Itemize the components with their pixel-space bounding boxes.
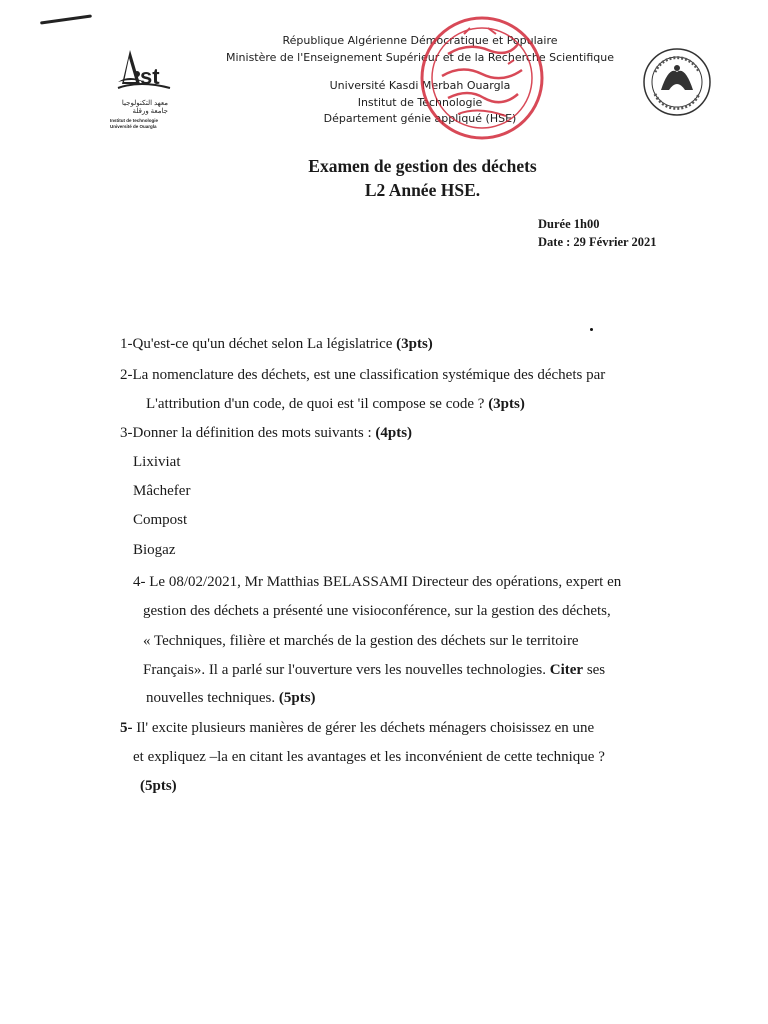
question-3-points: (4pts) [375, 425, 413, 441]
question-3 [120, 425, 412, 442]
svg-text:st: st [140, 64, 160, 89]
question-5-points-line [140, 778, 177, 795]
question-1 [120, 336, 433, 353]
institute-caption-line1: Institut de technologie [110, 118, 158, 123]
question-5-number: 5- [120, 720, 133, 736]
question-4-points: (5pts) [278, 690, 316, 706]
question-5-line-2: et expliquez –la en citant les avantages et les inconvénient de cette technique ? [133, 749, 605, 765]
question-4-line-3: « Techniques, filière et marchés de la gestion des déchets sur le territoire [143, 633, 579, 649]
institute-logo-icon [110, 44, 180, 100]
question-3-text: 3-Donner la définition des mots suivants : [120, 425, 376, 441]
question-2-line-2 [146, 396, 525, 413]
header-department: Département génie appliqué (HSE) [323, 112, 517, 125]
question-4-line-5 [146, 690, 316, 707]
question-5-text: Il' excite plusieurs manières de gérer les déchets ménagers choisissez en une [132, 720, 595, 736]
question-2-text: L'attribution d'un code, de quoi est 'il compose se code ? [146, 396, 489, 412]
official-stamp [418, 14, 546, 142]
term-biogaz: Biogaz [133, 542, 176, 558]
header-republic: République Algérienne Démocratique et Populaire [282, 34, 558, 47]
question-2-line-1: 2-La nomenclature des déchets, est une classification systémique des déchets par [120, 367, 606, 383]
term-lixiviat: Lixiviat [133, 454, 181, 470]
institute-logo [110, 44, 180, 136]
question-5-line-1 [120, 720, 594, 737]
header-institute: Institut de Technologie [357, 96, 483, 109]
question-4-line-2: gestion des déchets a présenté une visioconférence, sur la gestion des déchets, [143, 603, 611, 619]
stamp-icon [418, 14, 546, 142]
header-ministry: Ministère de l'Enseignement Supérieur et de la Recherche Scientifique [226, 51, 614, 64]
exam-duration: Durée 1h00 [538, 217, 600, 231]
exam-subtitle: L2 Année HSE. [364, 180, 481, 200]
institute-caption-line2: Université de Ouargla [110, 124, 157, 129]
question-4-line-4-end: ses [583, 662, 606, 678]
stray-dot [590, 328, 593, 331]
term-machefer: Mâchefer [133, 483, 191, 499]
question-5-points: (5pts) [140, 778, 177, 794]
university-seal [641, 46, 713, 118]
university-seal-icon [641, 46, 713, 118]
question-4-citer: Citer [549, 662, 584, 678]
question-4-line-4 [143, 662, 605, 679]
exam-title: Examen de gestion des déchets [308, 156, 537, 176]
question-4-line-1: 4- Le 08/02/2021, Mr Matthias BELASSAMI Directeur des opérations, expert en [133, 574, 622, 590]
question-1-points: (3pts) [396, 336, 433, 352]
question-1-text: 1-Qu'est-ce qu'un déchet selon La législatrice [120, 336, 397, 352]
question-2-points: (3pts) [488, 396, 525, 412]
term-compost: Compost [133, 512, 188, 528]
question-4-line-5-text: nouvelles techniques. [146, 690, 279, 706]
pen-mark [40, 14, 92, 24]
header-university: Université Kasdi Merbah Ouargla [329, 79, 511, 92]
exam-date: Date : 29 Février 2021 [538, 235, 657, 249]
institute-arabic-caption: معهد التكنولوجيا جامعة ورقلة [121, 100, 168, 115]
question-4-line-4-text: Français». Il a parlé sur l'ouverture vers les nouvelles technologies. [143, 662, 550, 678]
